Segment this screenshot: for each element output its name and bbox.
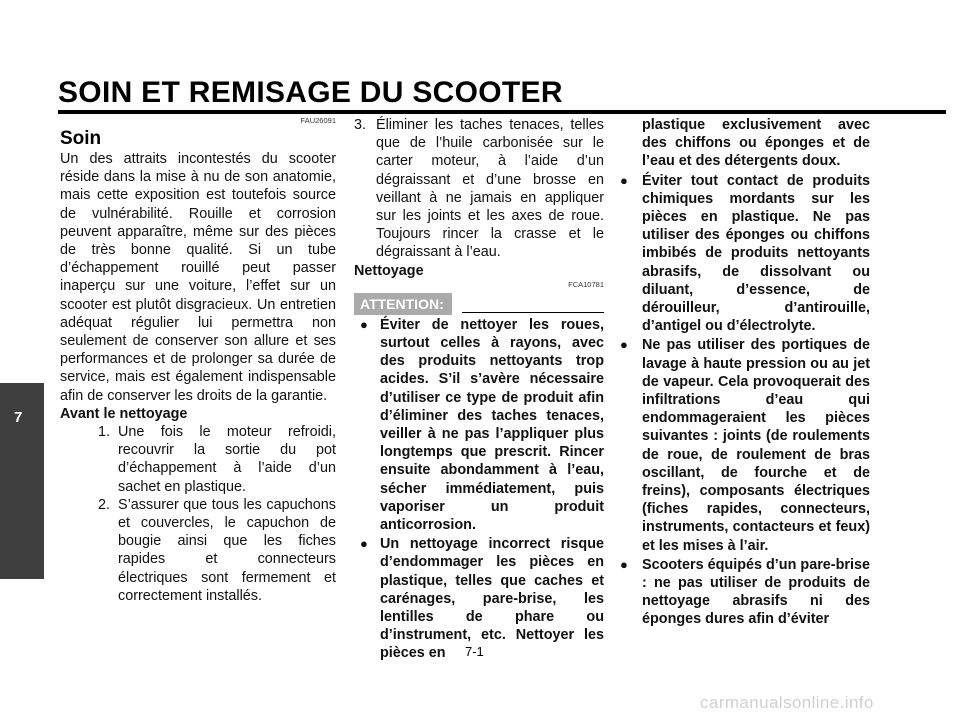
bullet-dot-icon: ● xyxy=(360,536,368,552)
bullet-dot-icon: ● xyxy=(360,316,368,332)
subheading-cleaning: Nettoyage xyxy=(354,262,424,279)
caution-bullet xyxy=(620,556,870,629)
intro-paragraph: Un des attraits incontestés du scooter réside dans la mise à nu de son anatomie, mais cette exposition est toutefois source de vulnérabilité. Rouille et corrosion peuvent apparaître, même sur des pièces de très bonne qualité. Si un tube d’échappement rouillé peut passer inaperçu sur une voiture, l’effet sur un scooter est plutôt disgracieux. Un entretien adéquat régulier lui permettra non seulement de conserver son allure et ses performances et de prolonger sa durée de service, mais est également indispensable afin de conserver les droits de la garantie. xyxy=(60,151,336,404)
attention-label: ATTENTION: xyxy=(354,293,452,315)
bullet-dot-icon: ● xyxy=(620,172,628,188)
reference-code: FCA10781 xyxy=(568,279,604,289)
bullet-text: Éviter de nettoyer les roues, surtout celles à rayons, avec des produits nettoyants trop acides. S’il s’avère nécessaire d’utiliser ce type de produit afin d’éliminer des taches tenaces, veiller à ne pas l’appliquer plus longtemps que prescrit. Rincer ensuite abondamment à l’eau, sécher immédiatement, puis vaporiser un produit anticorrosion. xyxy=(380,316,604,534)
header-rule xyxy=(58,110,946,114)
step-text: Éliminer les taches tenaces, telles que de l’huile carbonisée sur le carter moteur, à l’aide d’un dégraissant et d’une brosse en veillant à ne jamais en appliquer sur les joints et les axes de roue. Toujours rincer la crasse et le dégraissant à l’eau. xyxy=(376,117,604,261)
bullet-dot-icon: ● xyxy=(620,556,628,572)
attention-rule xyxy=(462,312,604,313)
step-item xyxy=(354,116,604,262)
column-2 xyxy=(354,116,604,663)
step-number: 3. xyxy=(354,117,367,133)
caution-bullet xyxy=(620,336,870,554)
page-header-title: SOIN ET REMISAGE DU SCOOTER xyxy=(58,76,563,109)
caution-bullet xyxy=(620,172,870,336)
attention-banner xyxy=(354,293,604,315)
step-text: Une fois le moteur refroidi, recouvrir la sortie du pot d’échappement à l’aide d’un sachet en plastique. xyxy=(118,424,336,495)
bullet-dot-icon: ● xyxy=(620,337,628,353)
caution-bullet xyxy=(354,316,604,534)
column-1 xyxy=(60,116,336,605)
step-number: 1. xyxy=(98,424,111,441)
step-item xyxy=(60,496,336,605)
reference-code: FAU26091 xyxy=(300,116,336,125)
step-text: S’assurer que tous les capuchons et couvercles, le capuchon de bougie ainsi que les fiches rapides et connecteurs électriques sont fermement et correctement installés. xyxy=(118,496,336,604)
section-title: Soin xyxy=(60,128,102,149)
bullet-text: Un nettoyage incorrect risque d’endommager les pièces en plastique, telles que caches et carénages, pare-brise, les lentilles de phare ou d’instrument, etc. Nettoyer les pièces en xyxy=(380,536,604,662)
column-3 xyxy=(620,116,870,629)
bullet-text: Éviter tout contact de produits chimiques mordants sur les pièces en plastique. Ne pas utiliser des éponges ou chiffons imbibés de produits nettoyants abrasifs, de dissolvant ou diluant, d’essence, de dérouilleur, d’antirouille, d’antigel ou d’électrolyte. xyxy=(642,172,870,335)
bullet-continuation: plastique exclusivement avec des chiffons ou éponges et de l’eau et des détergents doux. xyxy=(642,117,870,170)
page-number: 7-1 xyxy=(465,644,484,659)
chapter-number: 7 xyxy=(14,409,23,426)
step-number: 2. xyxy=(98,496,111,513)
step-item xyxy=(60,423,336,496)
bullet-text: Scooters équipés d’un pare-brise : ne pas utiliser de produits de nettoyage abrasifs ni des éponges dures afin d’éviter xyxy=(642,556,870,628)
subheading-before-cleaning: Avant le nettoyage xyxy=(60,405,188,422)
watermark-text: carmanualsonline.info xyxy=(700,693,874,712)
bullet-text: Ne pas utiliser des portiques de lavage à haute pression ou au jet de vapeur. Cela provoquerait des infiltrations d’eau qui endommageraient les pièces suivantes : joints (de roulements de roue, de roulement de bras oscillant, de fourche et de freins), composants électriques (fiches rapides, connecteurs, instruments, contacteurs et feux) et les mises à l’air. xyxy=(642,337,870,554)
